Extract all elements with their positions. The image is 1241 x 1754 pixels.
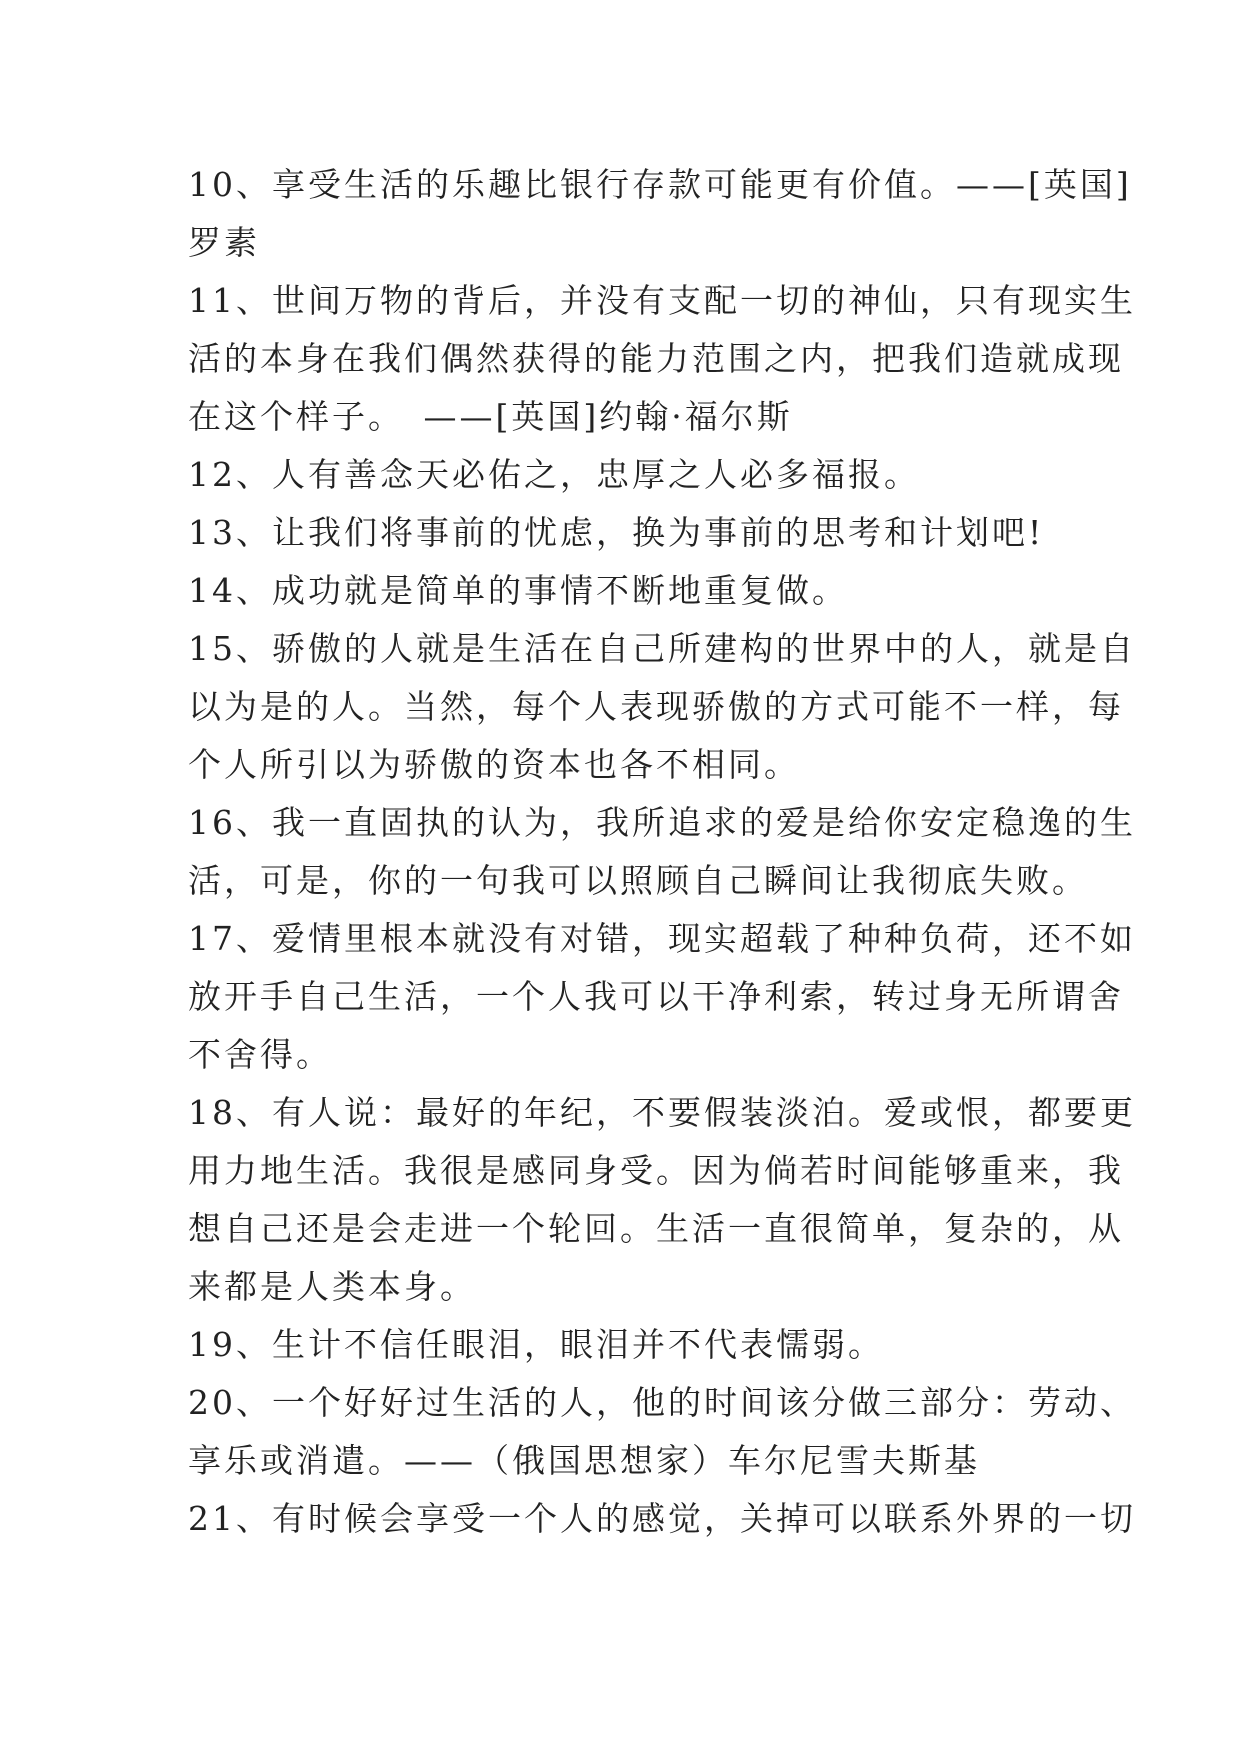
- text-line: 以为是的人。当然，每个人表现骄傲的方式可能不一样，每: [188, 687, 1124, 726]
- text-line: 用力地生活。我很是感同身受。因为倘若时间能够重来，我: [188, 1151, 1124, 1190]
- text-line: 13、让我们将事前的忧虑，换为事前的思考和计划吧!: [188, 513, 1045, 552]
- text-line: 放开手自己生活，一个人我可以干净利索，转过身无所谓舍: [188, 977, 1124, 1016]
- text-line: 10、享受生活的乐趣比银行存款可能更有价值。——[英国]: [188, 165, 1132, 204]
- text-line: 14、成功就是简单的事情不断地重复做。: [188, 571, 848, 610]
- text-line: 11、世间万物的背后，并没有支配一切的神仙，只有现实生: [188, 281, 1136, 320]
- text-line: 活的本身在我们偶然获得的能力范围之内，把我们造就成现: [188, 339, 1124, 378]
- text-line: 个人所引以为骄傲的资本也各不相同。: [188, 745, 800, 784]
- quote-text-block: [188, 156, 1136, 1548]
- text-line: 12、人有善念天必佑之，忠厚之人必多福报。: [188, 455, 920, 494]
- text-line: 想自己还是会走进一个轮回。生活一直很简单，复杂的，从: [188, 1209, 1124, 1248]
- text-line: 16、我一直固执的认为，我所追求的爱是给你安定稳逸的生: [188, 803, 1136, 842]
- text-line: 来都是人类本身。: [188, 1267, 476, 1306]
- text-line: 17、爱情里根本就没有对错，现实超载了种种负荷，还不如: [188, 919, 1136, 958]
- text-line: 15、骄傲的人就是生活在自己所建构的世界中的人，就是自: [188, 629, 1136, 668]
- text-line: 18、有人说：最好的年纪，不要假装淡泊。爱或恨，都要更: [188, 1093, 1136, 1132]
- text-line: 在这个样子。 ——[英国]约翰·福尔斯: [188, 397, 793, 436]
- text-line: 21、有时候会享受一个人的感觉，关掉可以联系外界的一切: [188, 1499, 1136, 1538]
- text-line: 不舍得。: [188, 1035, 332, 1074]
- text-line: 活，可是，你的一句我可以照顾自己瞬间让我彻底失败。: [188, 861, 1088, 900]
- text-line: 20、一个好好过生活的人，他的时间该分做三部分：劳动、: [188, 1383, 1136, 1422]
- text-line: 19、生计不信任眼泪，眼泪并不代表懦弱。: [188, 1325, 884, 1364]
- text-line: 罗素: [188, 223, 260, 262]
- text-line: 享乐或消遣。——（俄国思想家）车尔尼雪夫斯基: [188, 1441, 980, 1480]
